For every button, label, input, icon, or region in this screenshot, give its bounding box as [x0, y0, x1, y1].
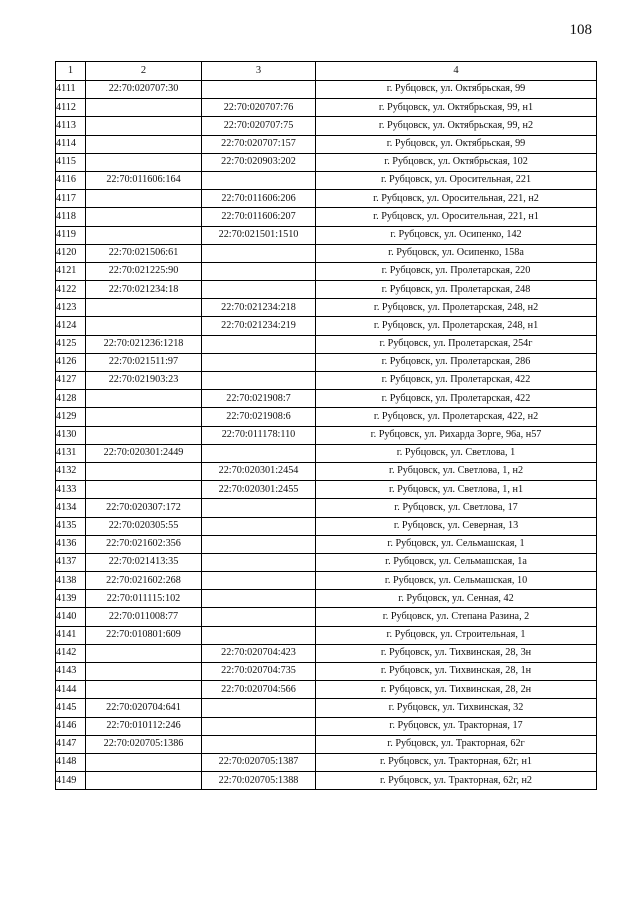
address-cell: г. Рубцовск, ул. Светлова, 1: [316, 444, 597, 462]
address-cell: г. Рубцовск, ул. Октябрьская, 99: [316, 135, 597, 153]
land-cadastral-number-cell: 22:70:021602:268: [86, 572, 202, 590]
table-row: [56, 717, 597, 735]
land-cadastral-number-cell: [86, 481, 202, 499]
row-number-cell: 4126: [56, 353, 86, 371]
table-row: [56, 117, 597, 135]
address-cell: г. Рубцовск, ул. Пролетарская, 248, н2: [316, 299, 597, 317]
land-cadastral-number-cell: [86, 663, 202, 681]
table-row: [56, 535, 597, 553]
table-row: [56, 353, 597, 371]
land-cadastral-number-cell: 22:70:021234:18: [86, 281, 202, 299]
land-cadastral-number-cell: [86, 153, 202, 171]
table-row: [56, 99, 597, 117]
row-number-cell: 4149: [56, 772, 86, 790]
land-cadastral-number-cell: [86, 190, 202, 208]
building-cadastral-number-cell: 22:70:011178:110: [202, 426, 316, 444]
address-cell: г. Рубцовск, ул. Светлова, 17: [316, 499, 597, 517]
table-row: [56, 372, 597, 390]
row-number-cell: 4112: [56, 99, 86, 117]
address-cell: г. Рубцовск, ул. Тихвинская, 32: [316, 699, 597, 717]
address-cell: г. Рубцовск, ул. Степана Разина, 2: [316, 608, 597, 626]
table-row: [56, 171, 597, 189]
address-cell: г. Рубцовск, ул. Строительная, 1: [316, 626, 597, 644]
land-cadastral-number-cell: 22:70:021602:356: [86, 535, 202, 553]
row-number-cell: 4137: [56, 553, 86, 571]
land-cadastral-number-cell: [86, 408, 202, 426]
table-row: [56, 153, 597, 171]
table-row: [56, 262, 597, 280]
building-cadastral-number-cell: 22:70:021234:218: [202, 299, 316, 317]
building-cadastral-number-cell: [202, 444, 316, 462]
building-cadastral-number-cell: [202, 353, 316, 371]
page-number: 108: [569, 22, 592, 38]
building-cadastral-number-cell: 22:70:011606:207: [202, 208, 316, 226]
land-cadastral-number-cell: 22:70:021225:90: [86, 262, 202, 280]
row-number-cell: 4127: [56, 372, 86, 390]
land-cadastral-number-cell: [86, 226, 202, 244]
address-cell: г. Рубцовск, ул. Октябрьская, 99, н1: [316, 99, 597, 117]
address-cell: г. Рубцовск, ул. Пролетарская, 248: [316, 281, 597, 299]
row-number-cell: 4133: [56, 481, 86, 499]
address-cell: г. Рубцовск, ул. Оросительная, 221, н2: [316, 190, 597, 208]
table-row: [56, 681, 597, 699]
table-row: [56, 226, 597, 244]
address-cell: г. Рубцовск, ул. Тракторная, 62г, н1: [316, 753, 597, 771]
land-cadastral-number-cell: 22:70:020307:172: [86, 499, 202, 517]
address-cell: г. Рубцовск, ул. Сельмашская, 1а: [316, 553, 597, 571]
building-cadastral-number-cell: [202, 626, 316, 644]
land-cadastral-number-cell: 22:70:021511:97: [86, 353, 202, 371]
row-number-cell: 4148: [56, 753, 86, 771]
building-cadastral-number-cell: [202, 717, 316, 735]
table-header: [56, 62, 597, 81]
building-cadastral-number-cell: 22:70:020705:1388: [202, 772, 316, 790]
land-cadastral-number-cell: 22:70:021413:35: [86, 553, 202, 571]
row-number-cell: 4121: [56, 262, 86, 280]
land-cadastral-number-cell: 22:70:021903:23: [86, 372, 202, 390]
land-cadastral-number-cell: 22:70:020704:641: [86, 699, 202, 717]
row-number-cell: 4123: [56, 299, 86, 317]
land-cadastral-number-cell: [86, 317, 202, 335]
row-number-cell: 4134: [56, 499, 86, 517]
row-number-cell: 4129: [56, 408, 86, 426]
land-cadastral-number-cell: [86, 681, 202, 699]
building-cadastral-number-cell: [202, 335, 316, 353]
land-cadastral-number-cell: [86, 135, 202, 153]
address-cell: г. Рубцовск, ул. Сельмашская, 1: [316, 535, 597, 553]
building-cadastral-number-cell: [202, 699, 316, 717]
row-number-cell: 4138: [56, 572, 86, 590]
row-number-cell: 4120: [56, 244, 86, 262]
building-cadastral-number-cell: 22:70:020704:735: [202, 663, 316, 681]
address-cell: г. Рубцовск, ул. Октябрьская, 99, н2: [316, 117, 597, 135]
building-cadastral-number-cell: [202, 517, 316, 535]
table-row: [56, 517, 597, 535]
address-cell: г. Рубцовск, ул. Светлова, 1, н2: [316, 462, 597, 480]
building-cadastral-number-cell: 22:70:020301:2454: [202, 462, 316, 480]
table-row: [56, 608, 597, 626]
land-cadastral-number-cell: [86, 299, 202, 317]
table-row: [56, 390, 597, 408]
land-cadastral-number-cell: [86, 208, 202, 226]
row-number-cell: 4118: [56, 208, 86, 226]
column-header-4: 4: [316, 62, 597, 81]
building-cadastral-number-cell: [202, 499, 316, 517]
building-cadastral-number-cell: 22:70:011606:206: [202, 190, 316, 208]
row-number-cell: 4128: [56, 390, 86, 408]
land-cadastral-number-cell: [86, 99, 202, 117]
table-row: [56, 735, 597, 753]
land-cadastral-number-cell: [86, 644, 202, 662]
column-header-1: 1: [56, 62, 86, 81]
address-cell: г. Рубцовск, ул. Осипенко, 142: [316, 226, 597, 244]
table-row: [56, 408, 597, 426]
table-row: [56, 644, 597, 662]
row-number-cell: 4147: [56, 735, 86, 753]
table-row: [56, 335, 597, 353]
table-row: [56, 190, 597, 208]
row-number-cell: 4111: [56, 81, 86, 99]
address-cell: г. Рубцовск, ул. Тихвинская, 28, 1н: [316, 663, 597, 681]
row-number-cell: 4116: [56, 171, 86, 189]
land-cadastral-number-cell: 22:70:011008:77: [86, 608, 202, 626]
building-cadastral-number-cell: 22:70:020704:423: [202, 644, 316, 662]
building-cadastral-number-cell: [202, 372, 316, 390]
table-row: [56, 499, 597, 517]
land-cadastral-number-cell: 22:70:011606:164: [86, 171, 202, 189]
land-cadastral-number-cell: 22:70:020705:1386: [86, 735, 202, 753]
land-cadastral-number-cell: 22:70:020707:30: [86, 81, 202, 99]
row-number-cell: 4119: [56, 226, 86, 244]
building-cadastral-number-cell: [202, 553, 316, 571]
building-cadastral-number-cell: [202, 590, 316, 608]
address-cell: г. Рубцовск, ул. Сельмашская, 10: [316, 572, 597, 590]
table-body: [56, 81, 597, 790]
row-number-cell: 4145: [56, 699, 86, 717]
land-cadastral-number-cell: [86, 772, 202, 790]
address-cell: г. Рубцовск, ул. Пролетарская, 286: [316, 353, 597, 371]
row-number-cell: 4113: [56, 117, 86, 135]
address-cell: г. Рубцовск, ул. Рихарда Зорге, 96а, н57: [316, 426, 597, 444]
address-cell: г. Рубцовск, ул. Светлова, 1, н1: [316, 481, 597, 499]
building-cadastral-number-cell: 22:70:020707:157: [202, 135, 316, 153]
building-cadastral-number-cell: [202, 735, 316, 753]
row-number-cell: 4139: [56, 590, 86, 608]
land-cadastral-number-cell: [86, 462, 202, 480]
row-number-cell: 4135: [56, 517, 86, 535]
row-number-cell: 4144: [56, 681, 86, 699]
land-cadastral-number-cell: 22:70:021506:61: [86, 244, 202, 262]
row-number-cell: 4146: [56, 717, 86, 735]
building-cadastral-number-cell: [202, 572, 316, 590]
building-cadastral-number-cell: 22:70:020707:75: [202, 117, 316, 135]
table-row: [56, 462, 597, 480]
address-cell: г. Рубцовск, ул. Пролетарская, 220: [316, 262, 597, 280]
row-number-cell: 4130: [56, 426, 86, 444]
address-cell: г. Рубцовск, ул. Пролетарская, 248, н1: [316, 317, 597, 335]
land-cadastral-number-cell: [86, 390, 202, 408]
address-cell: г. Рубцовск, ул. Оросительная, 221: [316, 171, 597, 189]
row-number-cell: 4131: [56, 444, 86, 462]
table-row: [56, 572, 597, 590]
row-number-cell: 4124: [56, 317, 86, 335]
building-cadastral-number-cell: [202, 262, 316, 280]
table-row: [56, 753, 597, 771]
table-row: [56, 135, 597, 153]
address-cell: г. Рубцовск, ул. Тракторная, 62г, н2: [316, 772, 597, 790]
address-cell: г. Рубцовск, ул. Пролетарская, 422: [316, 372, 597, 390]
land-cadastral-number-cell: 22:70:010112:246: [86, 717, 202, 735]
address-cell: г. Рубцовск, ул. Октябрьская, 99: [316, 81, 597, 99]
row-number-cell: 4143: [56, 663, 86, 681]
address-cell: г. Рубцовск, ул. Октябрьская, 102: [316, 153, 597, 171]
row-number-cell: 4115: [56, 153, 86, 171]
address-cell: г. Рубцовск, ул. Осипенко, 158а: [316, 244, 597, 262]
building-cadastral-number-cell: [202, 281, 316, 299]
building-cadastral-number-cell: 22:70:020707:76: [202, 99, 316, 117]
table-row: [56, 663, 597, 681]
building-cadastral-number-cell: 22:70:021501:1510: [202, 226, 316, 244]
table-row: [56, 208, 597, 226]
table-row: [56, 444, 597, 462]
row-number-cell: 4142: [56, 644, 86, 662]
address-cell: г. Рубцовск, ул. Тракторная, 17: [316, 717, 597, 735]
building-cadastral-number-cell: 22:70:020704:566: [202, 681, 316, 699]
address-cell: г. Рубцовск, ул. Тихвинская, 28, 3н: [316, 644, 597, 662]
table-row: [56, 244, 597, 262]
land-cadastral-number-cell: 22:70:021236:1218: [86, 335, 202, 353]
table-row: [56, 553, 597, 571]
table-row: [56, 699, 597, 717]
row-number-cell: 4141: [56, 626, 86, 644]
table-row: [56, 590, 597, 608]
land-cadastral-number-cell: 22:70:010801:609: [86, 626, 202, 644]
building-cadastral-number-cell: 22:70:020903:202: [202, 153, 316, 171]
row-number-cell: 4140: [56, 608, 86, 626]
address-cell: г. Рубцовск, ул. Оросительная, 221, н1: [316, 208, 597, 226]
building-cadastral-number-cell: 22:70:021908:7: [202, 390, 316, 408]
table-row: [56, 81, 597, 99]
header-row: [56, 62, 597, 81]
land-cadastral-number-cell: 22:70:020305:55: [86, 517, 202, 535]
table-row: [56, 626, 597, 644]
row-number-cell: 4125: [56, 335, 86, 353]
table-row: [56, 481, 597, 499]
building-cadastral-number-cell: [202, 608, 316, 626]
land-cadastral-number-cell: 22:70:020301:2449: [86, 444, 202, 462]
land-cadastral-number-cell: 22:70:011115:102: [86, 590, 202, 608]
address-cell: г. Рубцовск, ул. Пролетарская, 254г: [316, 335, 597, 353]
building-cadastral-number-cell: [202, 244, 316, 262]
column-header-2: 2: [86, 62, 202, 81]
table-row: [56, 317, 597, 335]
table-row: [56, 426, 597, 444]
address-cell: г. Рубцовск, ул. Сенная, 42: [316, 590, 597, 608]
address-cell: г. Рубцовск, ул. Пролетарская, 422: [316, 390, 597, 408]
row-number-cell: 4132: [56, 462, 86, 480]
address-cell: г. Рубцовск, ул. Тихвинская, 28, 2н: [316, 681, 597, 699]
land-cadastral-number-cell: [86, 753, 202, 771]
table-row: [56, 281, 597, 299]
row-number-cell: 4114: [56, 135, 86, 153]
address-cell: г. Рубцовск, ул. Тракторная, 62г: [316, 735, 597, 753]
table-row: [56, 772, 597, 790]
building-cadastral-number-cell: [202, 171, 316, 189]
row-number-cell: 4136: [56, 535, 86, 553]
building-cadastral-number-cell: 22:70:021234:219: [202, 317, 316, 335]
column-header-3: 3: [202, 62, 316, 81]
building-cadastral-number-cell: [202, 535, 316, 553]
registry-table: [55, 61, 597, 790]
building-cadastral-number-cell: 22:70:020705:1387: [202, 753, 316, 771]
building-cadastral-number-cell: [202, 81, 316, 99]
address-cell: г. Рубцовск, ул. Северная, 13: [316, 517, 597, 535]
land-cadastral-number-cell: [86, 426, 202, 444]
row-number-cell: 4122: [56, 281, 86, 299]
building-cadastral-number-cell: 22:70:020301:2455: [202, 481, 316, 499]
building-cadastral-number-cell: 22:70:021908:6: [202, 408, 316, 426]
row-number-cell: 4117: [56, 190, 86, 208]
land-cadastral-number-cell: [86, 117, 202, 135]
address-cell: г. Рубцовск, ул. Пролетарская, 422, н2: [316, 408, 597, 426]
table-row: [56, 299, 597, 317]
